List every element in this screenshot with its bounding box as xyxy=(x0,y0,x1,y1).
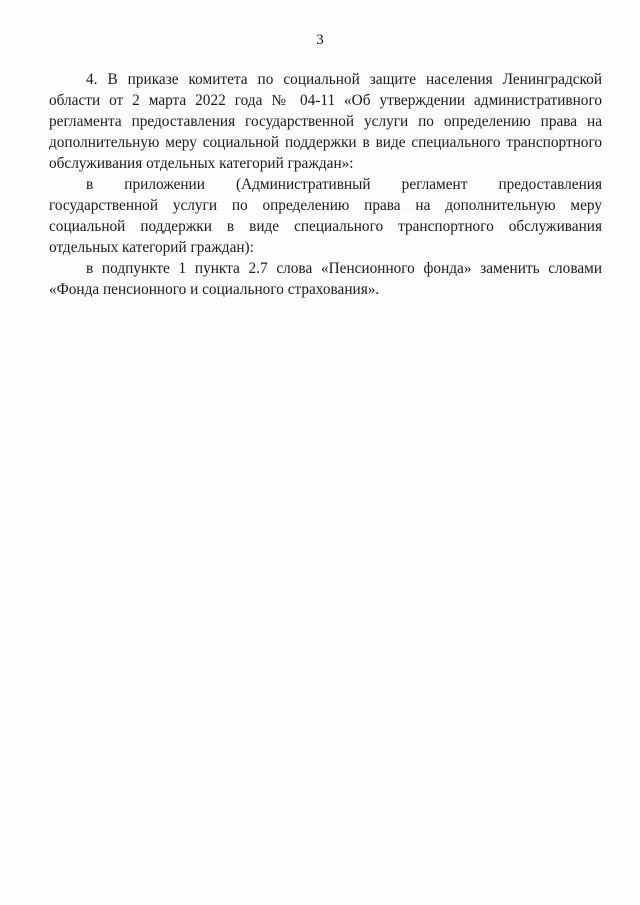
paragraph-amendment-intro: 4. В приказе комитета по социальной защите населения Ленинградской области от 2 марта 2022 года № 04-11 «Об утверждении административного регламента предоставления государственной услуги по определению права на дополнительную меру социальной поддержки в виде специального транспортного обслуживания отдельных категорий граждан»: xyxy=(49,71,602,172)
page-number: 3 xyxy=(316,32,324,48)
document-body xyxy=(49,69,602,300)
paragraph-appendix: в приложении (Административный регламент предоставления государственной услуги по определению права на дополнительную меру социальной поддержки в виде специального транспортного обслуживания отдельных категорий граждан): xyxy=(49,176,602,256)
paragraph-replacement: в подпункте 1 пункта 2.7 слова «Пенсионного фонда» заменить словами «Фонда пенсионного и социального страхования». xyxy=(49,260,602,298)
